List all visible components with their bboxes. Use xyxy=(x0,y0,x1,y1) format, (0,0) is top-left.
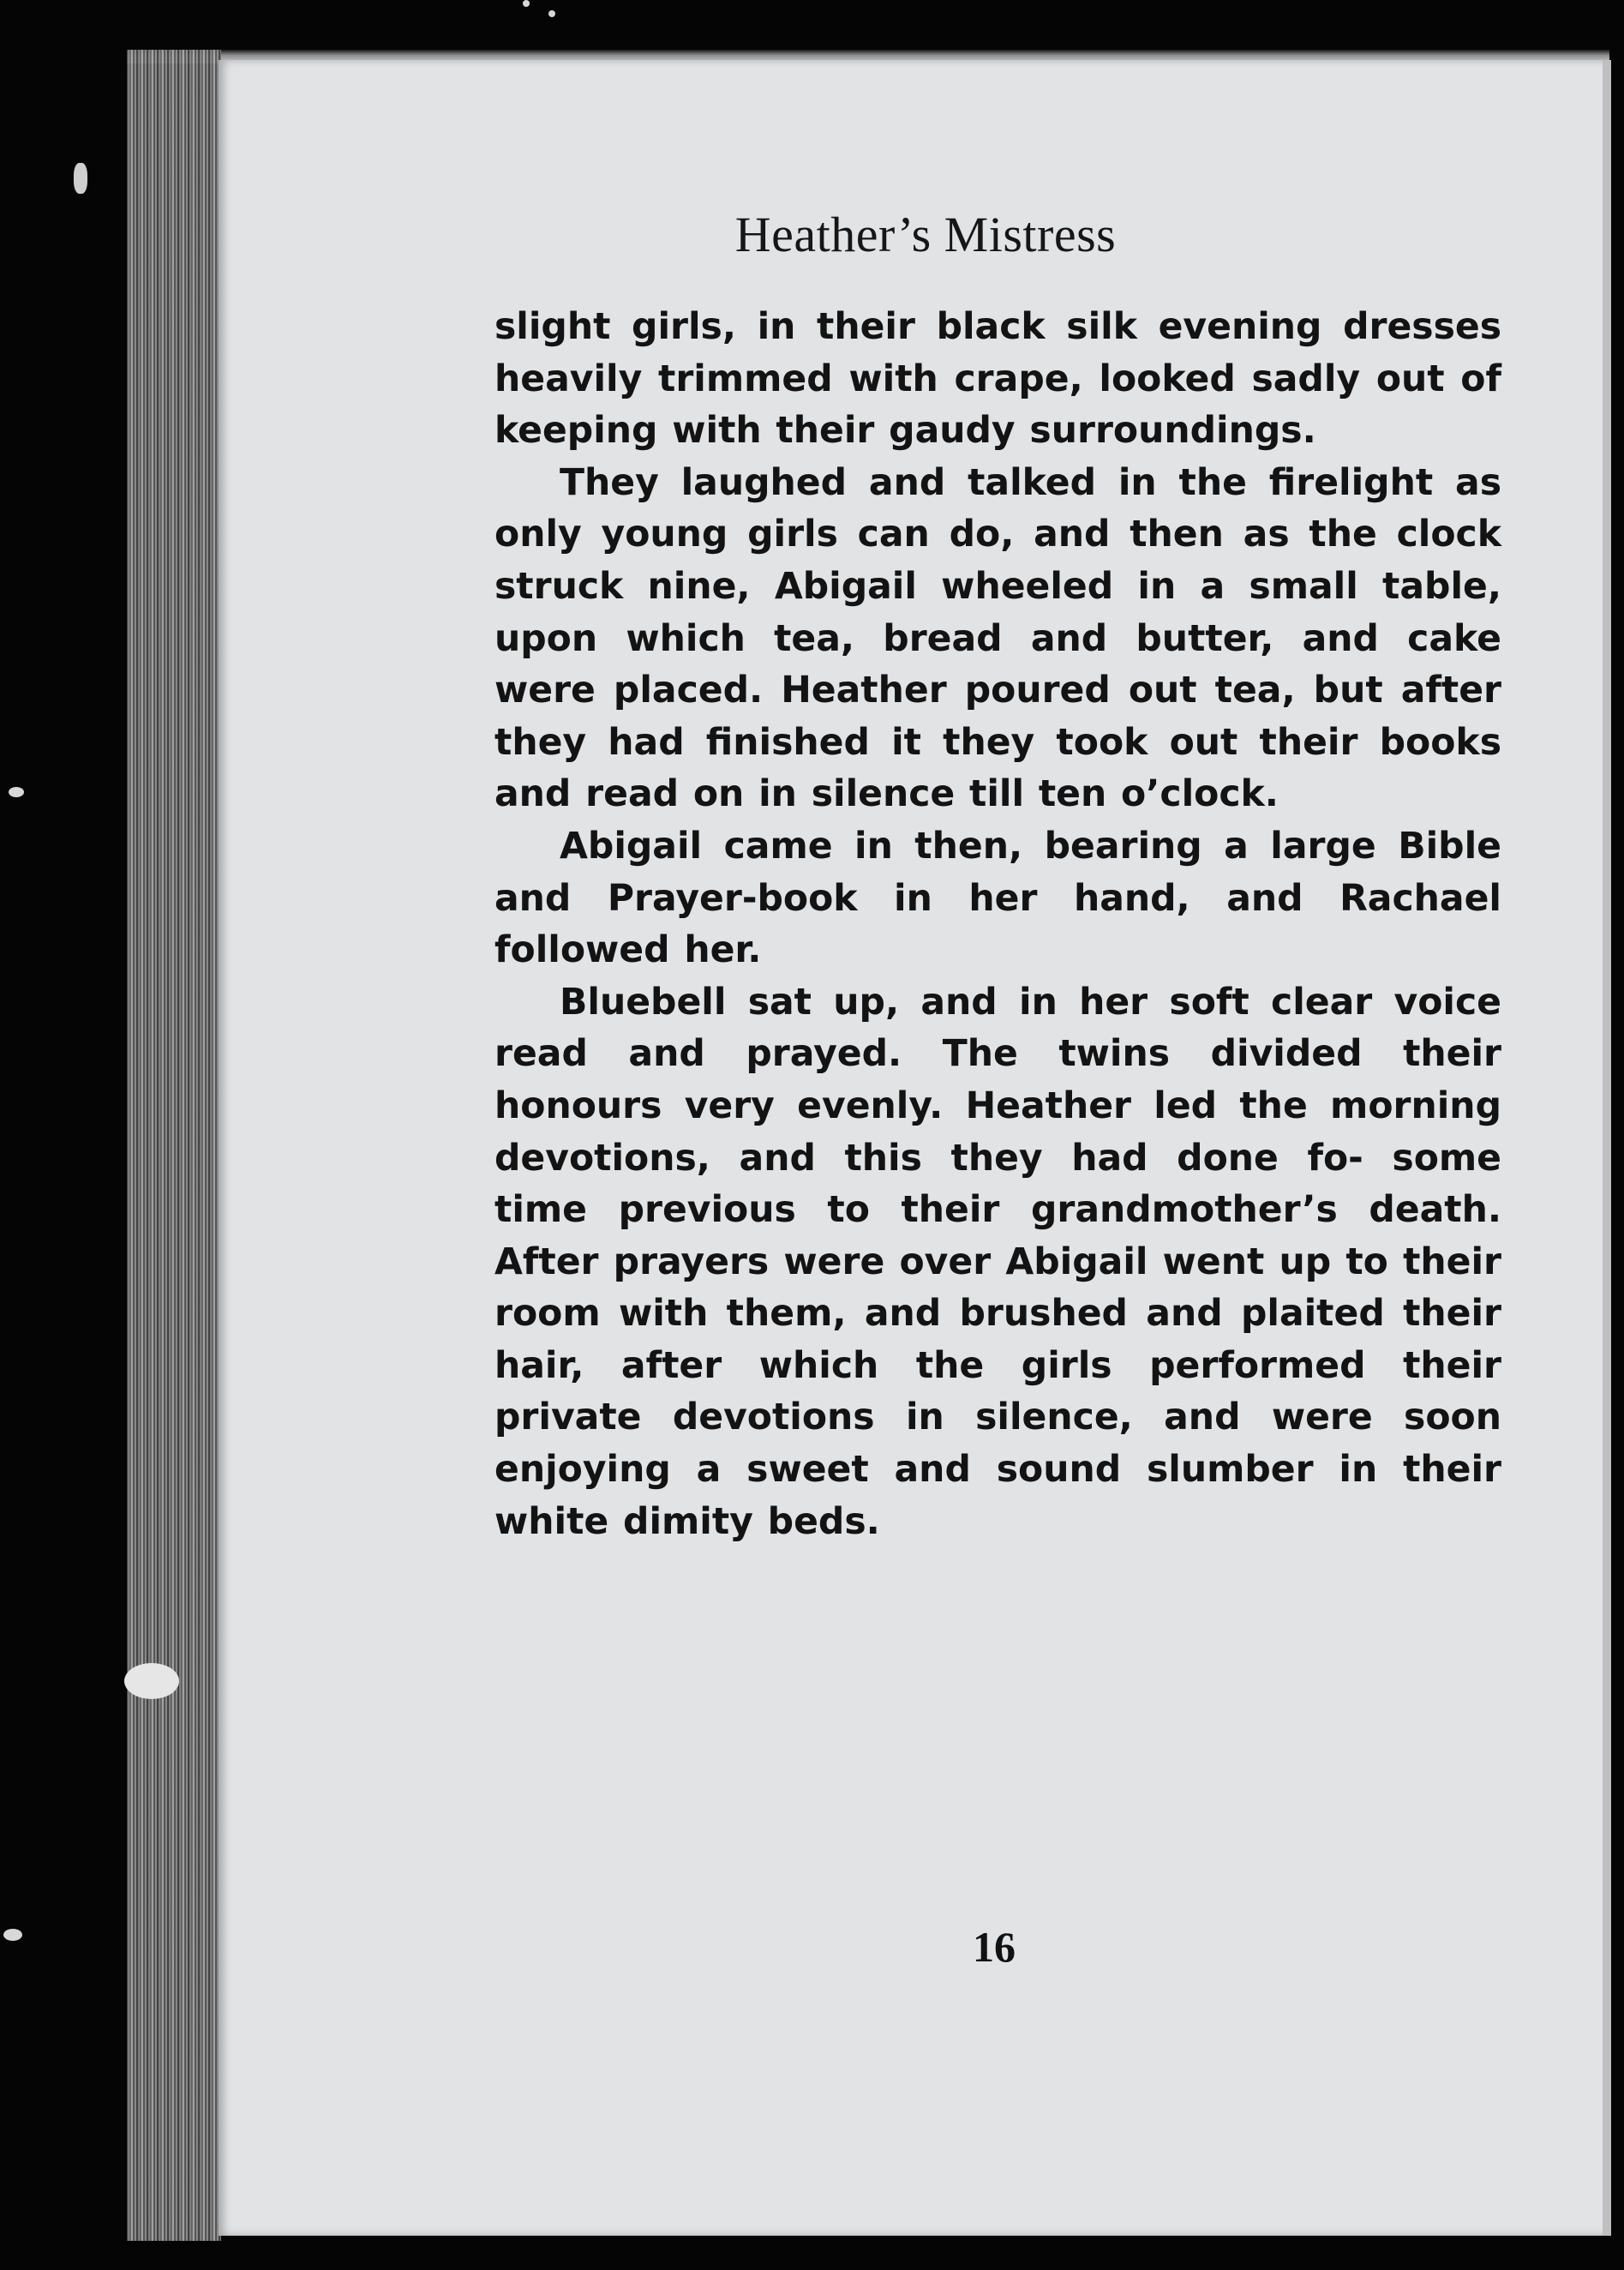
scan-speck xyxy=(124,1663,179,1699)
scan-speck xyxy=(9,787,24,797)
page-stack-fore-edge xyxy=(127,50,221,2241)
paragraph-1: slight girls, in their black silk evening dresses heavily trimmed with crape, looked sadly out of keeping with their gaudy surroundings. xyxy=(494,306,1501,453)
page-right-edge xyxy=(1603,60,1611,2236)
paragraph-4: Bluebell sat up, and in her soft clear voice read and prayed. The twins divided their honours very evenly. Heather led the morning devotions, and this they had done fo- some time previous to their grandmother’s death. After prayers were over Abigail went up to their room with them, and brushed and plaited their hair, after which the girls performed their private devotions in silence, and were soon enjoying a sweet and sound slumber in their white dimity beds. xyxy=(494,981,1501,1543)
page-number: 16 xyxy=(973,1923,1016,1971)
running-head: Heather’s Mistress xyxy=(734,207,1117,262)
paragraph-3: Abigail came in then, bearing a large Bible and Prayer-book in her hand, and Rachael followed her. xyxy=(494,825,1501,972)
scan-speck xyxy=(3,1929,22,1941)
scan-speck xyxy=(523,0,530,7)
scan-speck xyxy=(548,10,555,17)
scan-speck xyxy=(74,163,87,194)
paragraph-2: They laughed and talked in the firelight as only young girls can do, and then as the clock struck nine, Abigail wheeled in a small table, upon which tea, bread and butter, and cake were placed. Heather poured out tea, but after they had finished it they took out their books and read on in silence till ten o’clock. xyxy=(494,461,1501,816)
body-text xyxy=(494,302,1501,1548)
